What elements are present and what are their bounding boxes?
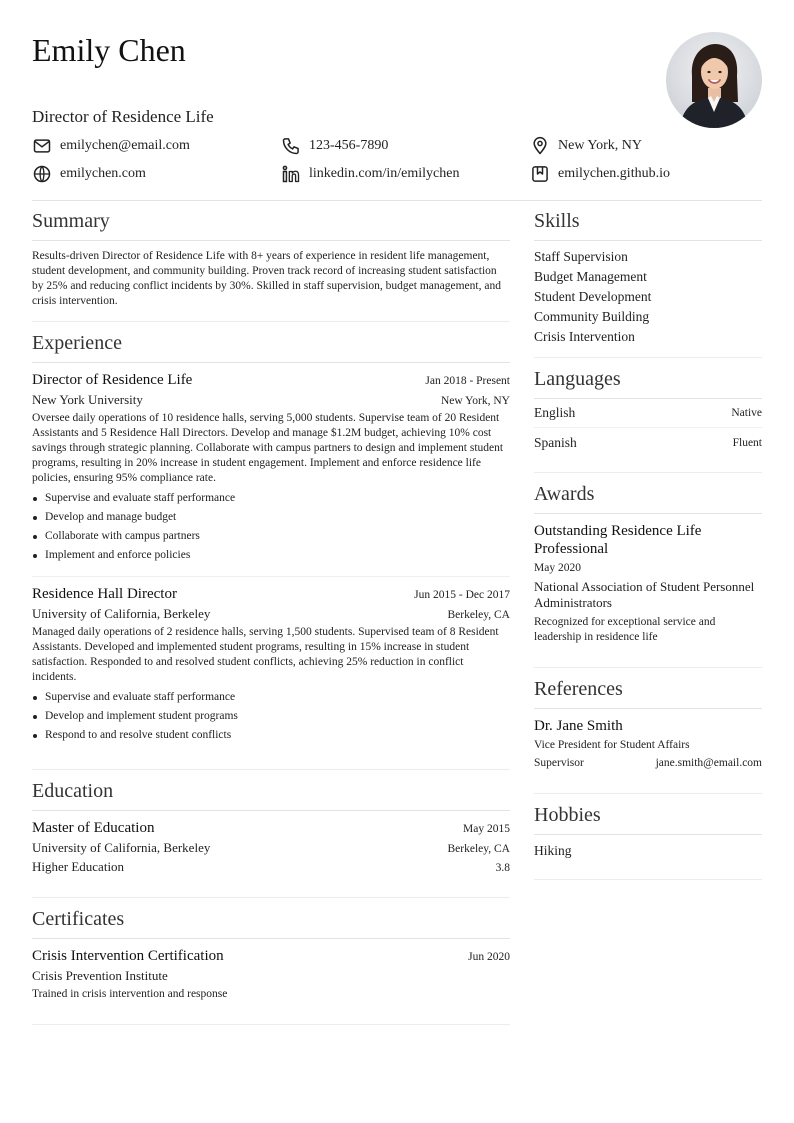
profile-photo xyxy=(666,32,762,128)
reference-email[interactable]: jane.smith@email.com xyxy=(655,757,762,769)
awards-heading: Awards xyxy=(534,482,762,514)
degree-name: Master of Education xyxy=(32,820,155,836)
summary-text: Results-driven Director of Residence Life with 8+ years of experience in resident life management, student development, and community building. Proven track record of increasing student satisfaction by 25% and reducing conflict incidents by 30%. Skilled in staff supervision, budget management, and crisis intervention. xyxy=(32,250,501,307)
list-item: Develop and manage budget xyxy=(32,508,510,527)
education-heading: Education xyxy=(32,779,510,811)
job-dates: Jan 2018 - Present xyxy=(425,375,510,387)
contact-phone[interactable] xyxy=(281,134,388,158)
resume-header xyxy=(32,30,762,130)
skills-heading: Skills xyxy=(534,209,762,241)
school-name: University of California, Berkeley xyxy=(32,840,211,855)
experience-section xyxy=(32,322,510,770)
award-awarder: National Association of Student Personnel Administrators xyxy=(534,579,755,610)
hobbies-section xyxy=(534,794,762,880)
phone-icon xyxy=(281,136,301,156)
awards-section xyxy=(534,473,762,668)
job-role: Residence Hall Director xyxy=(32,586,177,602)
list-item: Supervise and evaluate staff performance xyxy=(32,489,510,508)
list-item: Collaborate with campus partners xyxy=(32,527,510,546)
experience-entry xyxy=(32,363,510,577)
language-row xyxy=(534,428,762,457)
reference-name: Dr. Jane Smith xyxy=(534,718,623,734)
job-org: New York University xyxy=(32,392,143,407)
education-date: May 2015 xyxy=(463,823,510,835)
languages-section xyxy=(534,358,762,473)
award-date: May 2020 xyxy=(534,562,581,574)
reference-relation: Supervisor xyxy=(534,757,584,769)
certificates-section xyxy=(32,898,510,1025)
main-column xyxy=(32,200,510,1025)
skill-item: Community Building xyxy=(534,309,650,324)
hobby-item: Hiking xyxy=(534,843,572,858)
contact-location xyxy=(530,134,642,158)
certificates-heading: Certificates xyxy=(32,907,510,939)
languages-heading: Languages xyxy=(534,367,762,399)
language-name: English xyxy=(534,405,576,420)
contact-location-text: New York, NY xyxy=(558,138,643,153)
language-level: Native xyxy=(731,407,762,419)
experience-heading: Experience xyxy=(32,331,510,363)
list-item: Supervise and evaluate staff performance xyxy=(32,688,510,707)
school-location: Berkeley, CA xyxy=(447,843,510,855)
job-bullets xyxy=(32,489,510,565)
side-column xyxy=(534,200,762,880)
contact-website-text: emilychen.com xyxy=(60,166,146,181)
map-pin-icon xyxy=(530,136,550,156)
hobbies-heading: Hobbies xyxy=(534,803,762,835)
skill-item: Student Development xyxy=(534,289,652,304)
job-location: New York, NY xyxy=(440,395,510,407)
certificate-issuer: Crisis Prevention Institute xyxy=(32,968,168,983)
contact-email-text: emilychen@email.com xyxy=(60,138,190,153)
mail-icon xyxy=(32,136,52,156)
education-gpa: 3.8 xyxy=(495,862,510,874)
certificate-date: Jun 2020 xyxy=(468,951,510,963)
certificate-name: Crisis Intervention Certification xyxy=(32,948,224,964)
language-level: Fluent xyxy=(732,436,762,449)
list-item: Develop and implement student programs xyxy=(32,707,510,726)
skill-item: Staff Supervision xyxy=(534,249,628,264)
education-section xyxy=(32,770,510,898)
skill-item: Crisis Intervention xyxy=(534,329,635,344)
contact-email[interactable] xyxy=(32,134,190,158)
language-name: Spanish xyxy=(534,434,577,450)
list-item: Implement and enforce policies xyxy=(32,546,510,565)
contact-github[interactable] xyxy=(530,162,670,186)
contact-website[interactable] xyxy=(32,162,146,186)
job-bullets xyxy=(32,688,510,745)
contact-linkedin[interactable] xyxy=(281,162,459,186)
candidate-name: Emily Chen xyxy=(32,32,186,68)
language-row xyxy=(534,399,762,428)
job-description: Managed daily operations of 2 residence halls, serving 1,500 students. Supervised team of 8 Resident Assistants. Developed and implemented student programs, resulting in 15% increase in student satisfaction. Responded to and resolved student conflicts, achieving 25% reduction in conflict incidents. xyxy=(32,626,499,683)
contact-phone-text: 123-456-7890 xyxy=(309,138,389,153)
linkedin-icon xyxy=(281,164,301,184)
experience-entry xyxy=(32,577,510,755)
references-heading: References xyxy=(534,677,762,709)
globe-icon xyxy=(32,164,52,184)
skill-item: Budget Management xyxy=(534,269,647,284)
award-description: Recognized for exceptional service and leadership in residence life xyxy=(534,616,716,643)
job-org: University of California, Berkeley xyxy=(32,606,211,621)
candidate-title: Director of Residence Life xyxy=(32,107,214,126)
summary-section xyxy=(32,200,510,322)
job-dates: Jun 2015 - Dec 2017 xyxy=(414,589,510,601)
job-role: Director of Residence Life xyxy=(32,372,193,388)
award-title: Outstanding Residence Life Professional xyxy=(534,523,702,557)
list-item: Respond to and resolve student conflicts xyxy=(32,726,510,745)
education-field: Higher Education xyxy=(32,859,125,874)
bookmark-icon xyxy=(530,164,550,184)
contact-github-text: emilychen.github.io xyxy=(558,166,670,181)
reference-position: Vice President for Student Affairs xyxy=(534,739,690,751)
skills-section xyxy=(534,200,762,358)
references-section xyxy=(534,668,762,794)
summary-heading: Summary xyxy=(32,209,510,241)
contact-linkedin-text: linkedin.com/in/emilychen xyxy=(309,166,460,181)
job-location: Berkeley, CA xyxy=(447,609,510,621)
job-description: Oversee daily operations of 10 residence halls, serving 5,000 students. Supervise team of 20 Resident Assistants and 5 Residence Hall Directors. Develop and manage $1.2M budget, achieving 10% cost savings through strategic planning. Collaborate with campus partners to design and implement student programs, resulting in 20% increase in student engagement. Implement and enforce residence life policies, ensuring 95% compliance rate. xyxy=(32,412,504,484)
certificate-description: Trained in crisis intervention and response xyxy=(32,988,228,1000)
